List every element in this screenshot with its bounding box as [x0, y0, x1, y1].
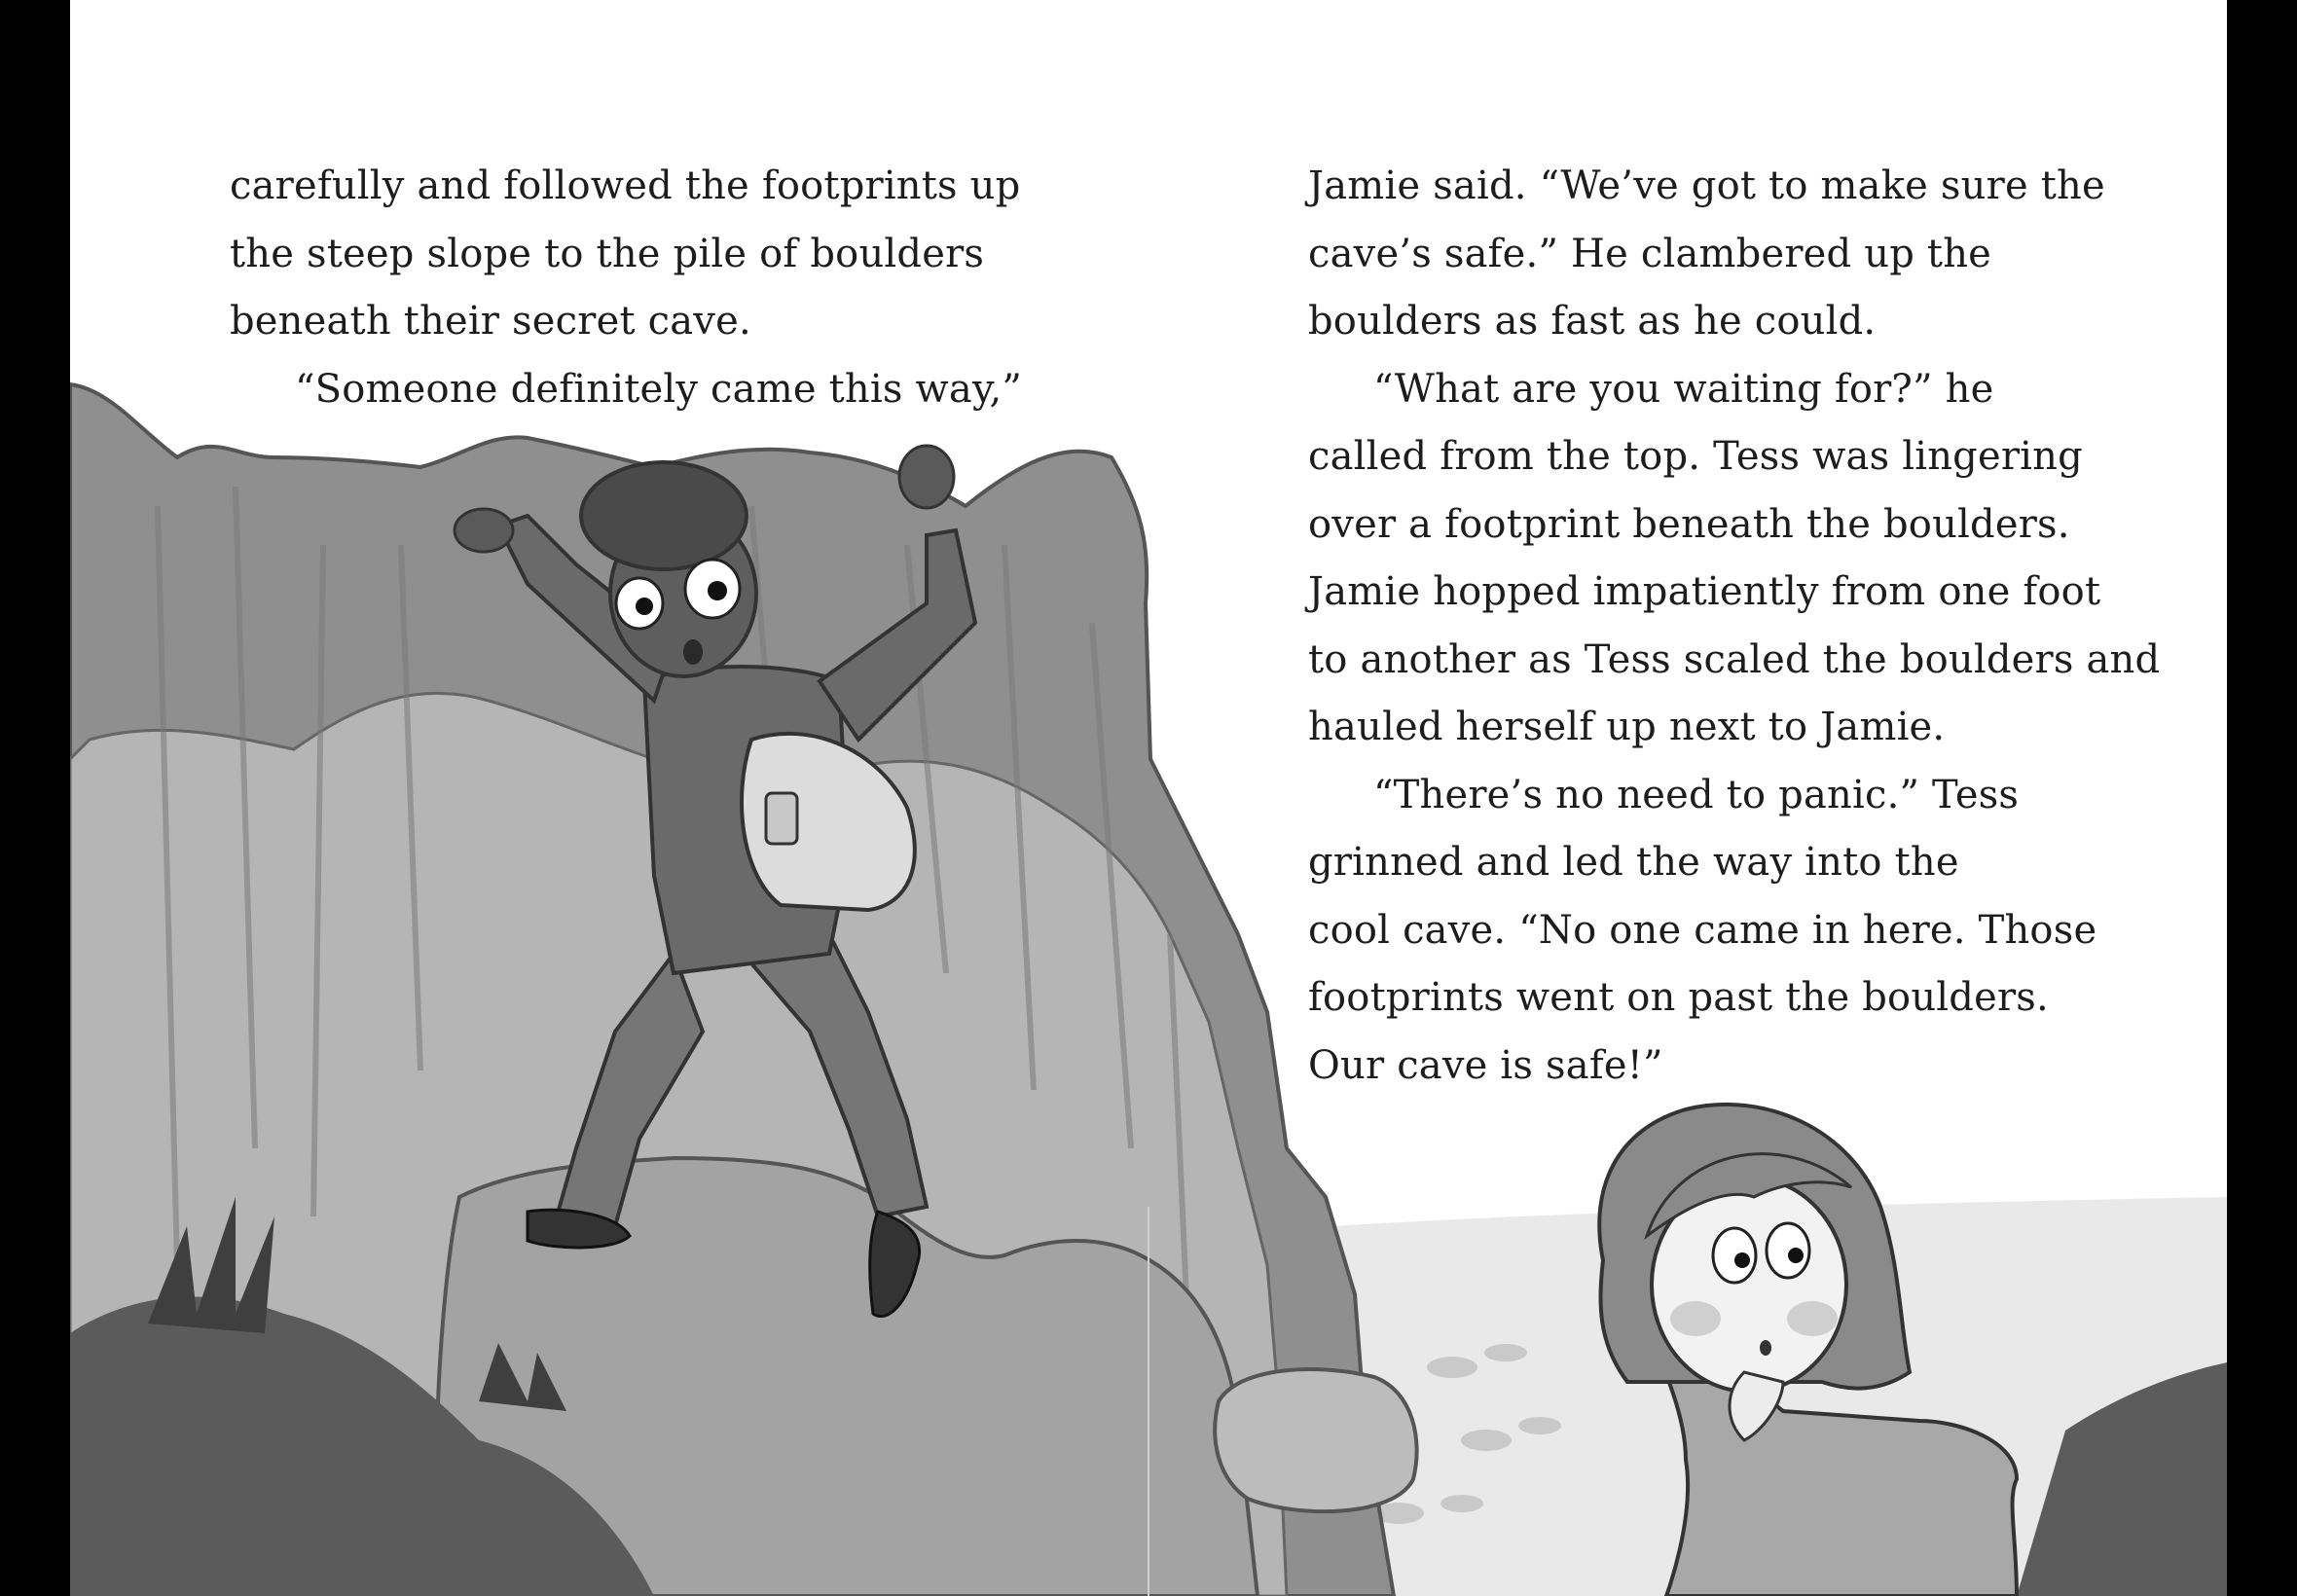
text-line: grinned and led the way into the — [1308, 840, 1959, 885]
text-line: over a footprint beneath the boulders. — [1308, 501, 2070, 547]
left-page-text — [230, 153, 1067, 423]
text-line: hauled herself up next to Jamie. — [1308, 705, 1946, 749]
text-line: Our cave is safe!” — [1308, 1042, 1663, 1088]
text-line: boulders as fast as he could. — [1308, 299, 1877, 344]
right-page-text — [1308, 153, 2184, 1100]
text-line: beneath their secret cave. — [230, 299, 751, 344]
page-background — [70, 0, 2227, 1596]
text-line: the steep slope to the pile of boulders — [230, 231, 985, 276]
text-line: “There’s no need to panic.” Tess — [1373, 772, 2020, 817]
text-line: “Someone definitely came this way,” — [295, 366, 1023, 412]
text-line: carefully and followed the footprints up — [230, 163, 1021, 208]
text-line: “What are you waiting for?” he — [1373, 366, 1994, 412]
text-line: Jamie said. “We’ve got to make sure the — [1308, 163, 2105, 208]
text-line: footprints went on past the boulders. — [1308, 975, 2049, 1020]
text-line: called from the top. Tess was lingering — [1308, 434, 2083, 479]
text-line: cave’s safe.” He clambered up the — [1308, 231, 1992, 276]
text-line: to another as Tess scaled the boulders and — [1308, 636, 2161, 682]
text-line: cool cave. “No one came in here. Those — [1308, 907, 2097, 953]
text-line: Jamie hopped impatiently from one foot — [1308, 569, 2101, 614]
small-rock — [1215, 1369, 1416, 1511]
